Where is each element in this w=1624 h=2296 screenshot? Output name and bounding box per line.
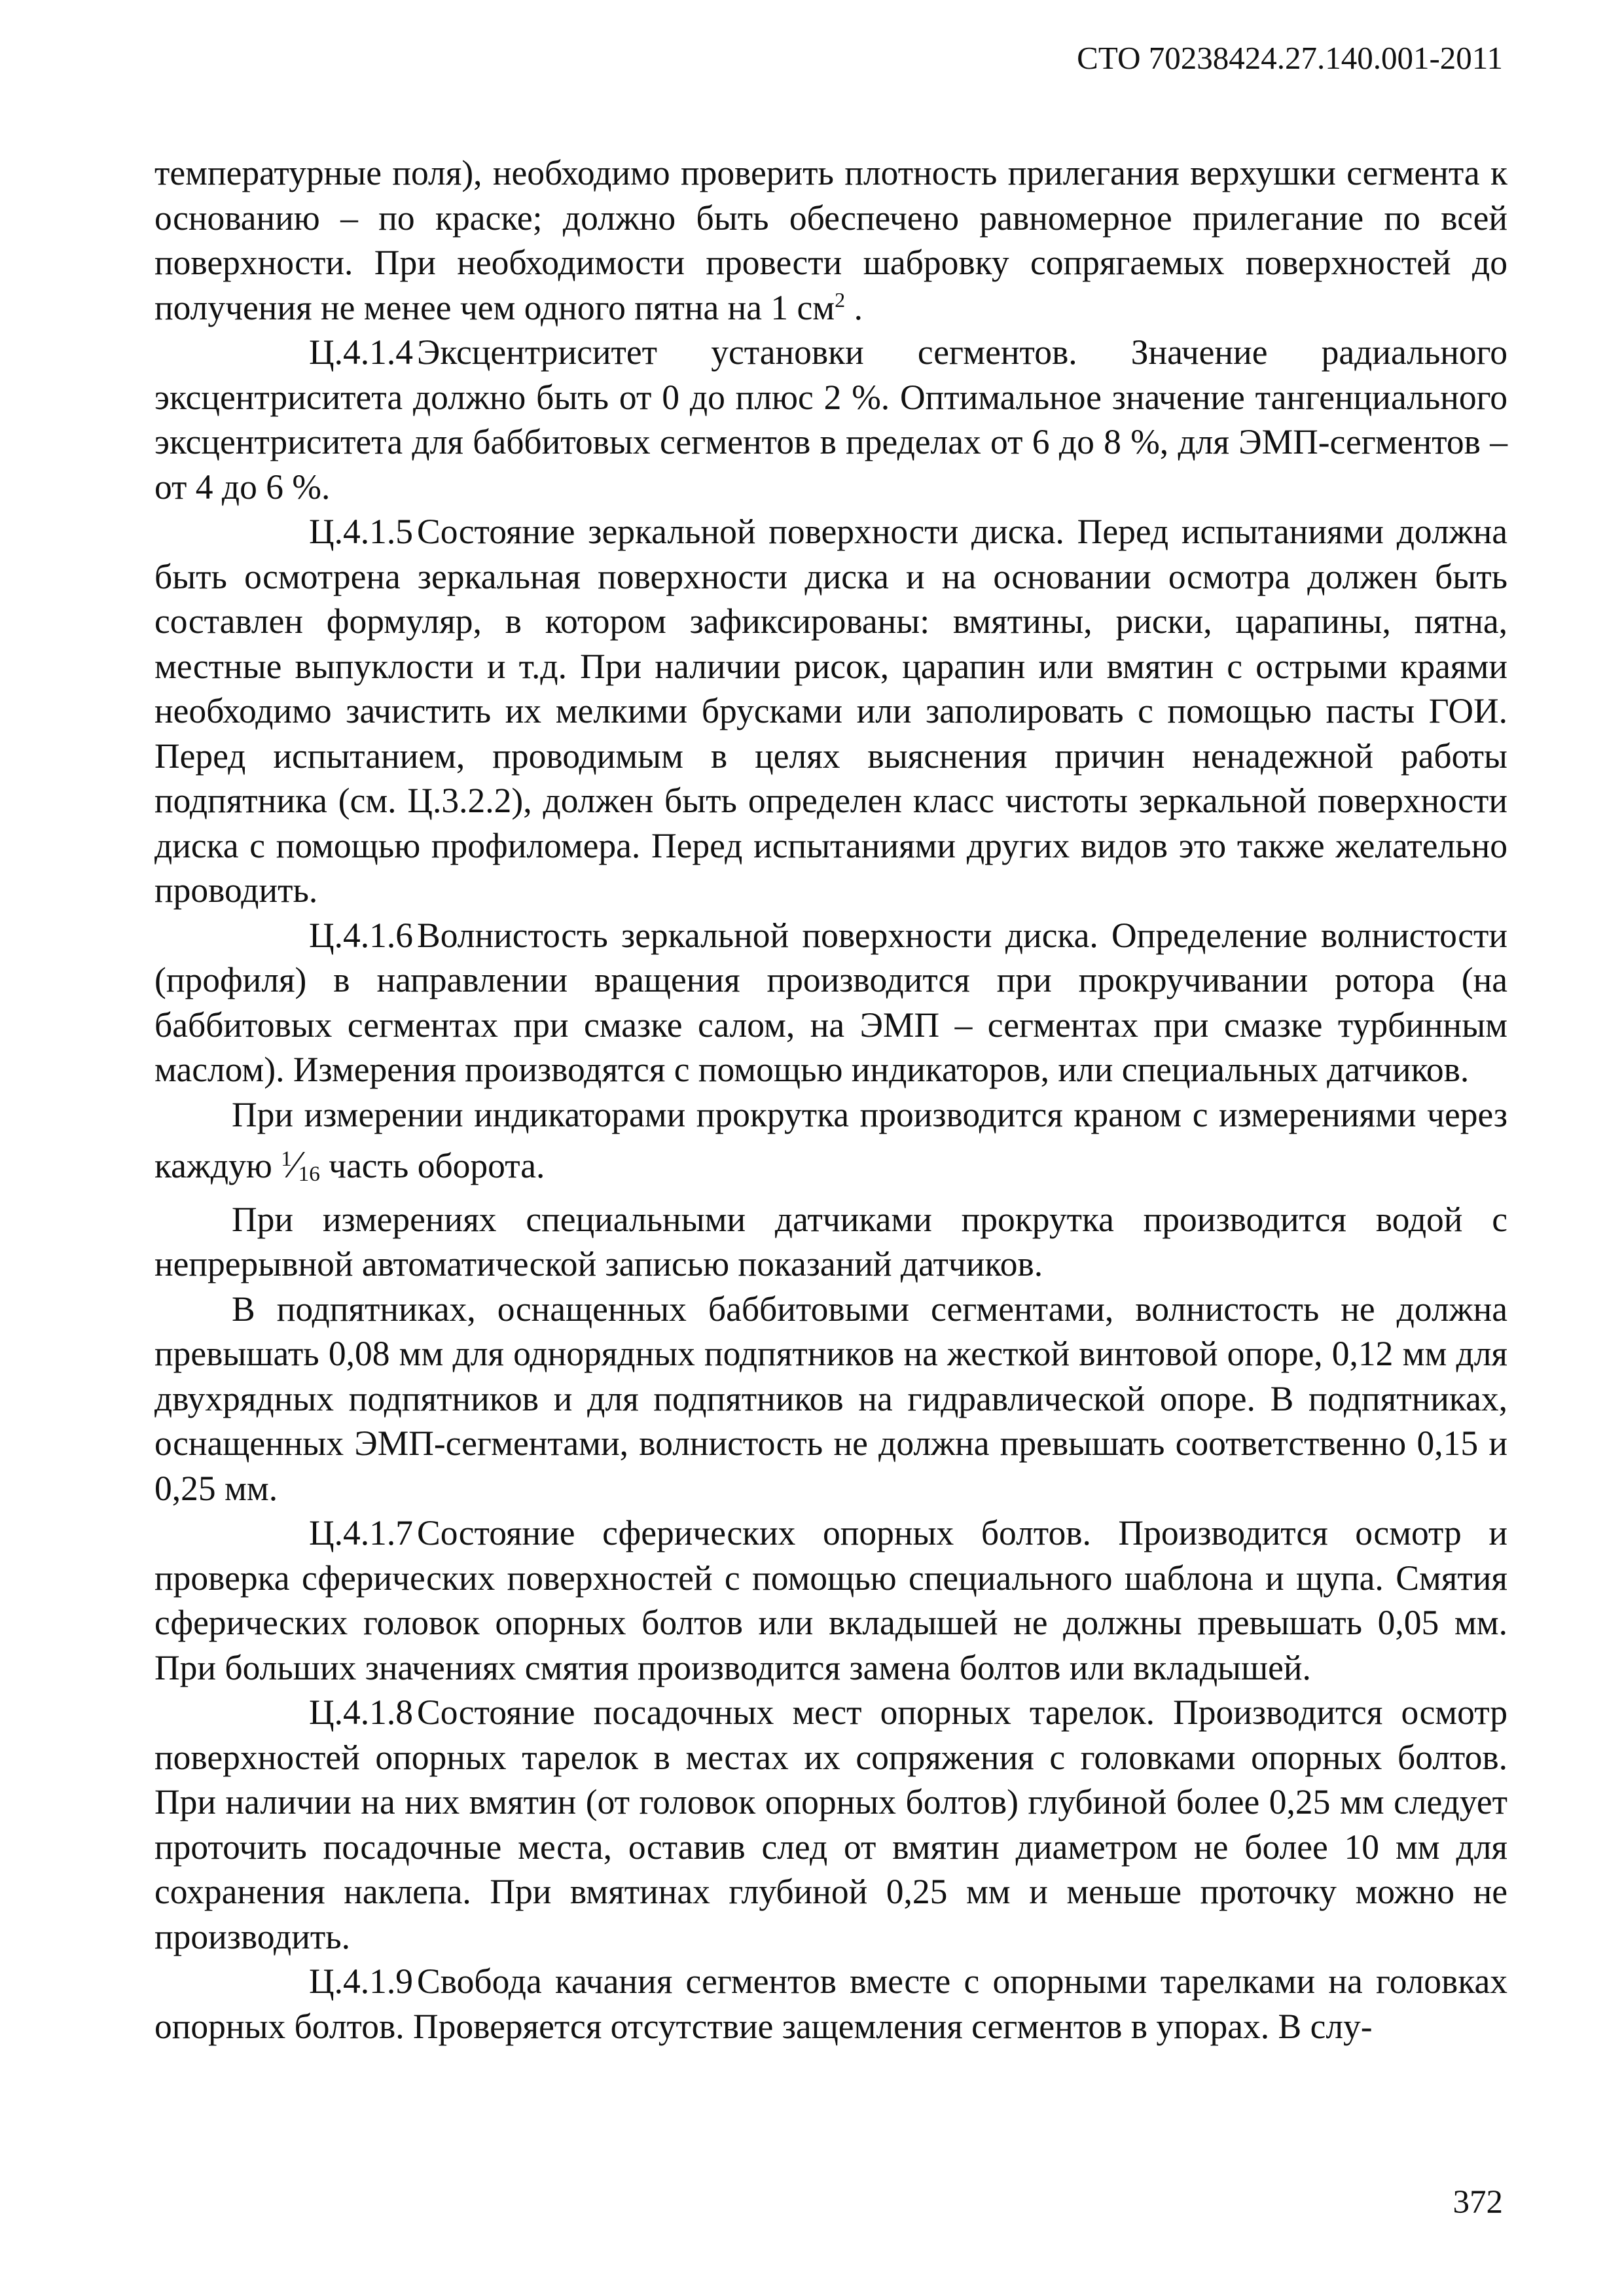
paragraph-text: В подпятниках, оснащенных баббитовыми сегментами, волнистость не должна превышать 0,08 мм для однорядных подпятников на жесткой винтовой опоре, 0,12 мм для двухрядных подпятников и для подпятников на гидравлической опоре. В подпятниках, оснащенных ЭМП-сегментами, волнистость не должна превышать соответственно 0,15 и 0,25 мм. bbox=[154, 1289, 1507, 1508]
fraction-numerator: 1 bbox=[281, 1147, 292, 1171]
paragraph-text: При измерениях специальными датчиками прокрутка производится водой с непрерывной автоматической записью показаний датчиков. bbox=[154, 1199, 1507, 1284]
paragraph-text: При измерении индикаторами прокрутка производится краном с измерениями через каждую bbox=[154, 1094, 1507, 1186]
paragraph-continuation bbox=[154, 151, 1507, 330]
paragraph-text: Состояние зеркальной поверхности диска. Перед испытаниями должна быть осмотрена зеркальная поверхности диска и на основании осмотра должен быть составлен формуляр, в котором зафиксированы: вмятины, риски, царапины, пятна, местные выпуклости и т.д. При наличии рисок, царапин или вмятин с острыми краями необходимо зачистить их мелкими брусками или заполировать с помощью пасты ГОИ. Перед испытанием, проводимым в целях выяснения причин ненадежной работы подпятника (см. Ц.3.2.2), должен быть определен класс чистоты зеркальной поверхности диска с помощью профиломера. Перед испытаниями других видов это также желательно проводить. bbox=[154, 512, 1507, 910]
fraction-denominator: 16 bbox=[298, 1162, 320, 1187]
clause-number: Ц.4.1.9 bbox=[309, 1962, 414, 2001]
paragraph-text: температурные поля), необходимо проверить плотность прилегания верхушки сегмента к основанию – по краске; должно быть обеспечено равномерное прилегание по всей поверхности. При необходимости провести шабровку сопрягаемых поверхностей до получения не менее чем одного пятна на 1 см bbox=[154, 153, 1507, 327]
page-number: 372 bbox=[1453, 2184, 1503, 2221]
clause-paragraph bbox=[154, 913, 1507, 1092]
clause-paragraph bbox=[154, 1690, 1507, 1959]
paragraph-tail: . bbox=[845, 287, 863, 327]
clause-paragraph bbox=[154, 330, 1507, 509]
fraction bbox=[281, 1143, 320, 1187]
clause-number: Ц.4.1.5 bbox=[309, 512, 414, 551]
document-body bbox=[154, 151, 1507, 2049]
clause-paragraph bbox=[154, 1959, 1507, 2049]
paragraph-text: Состояние сферических опорных болтов. Производится осмотр и проверка сферических поверхностей с помощью специального шаблона и щупа. Смятия сферических головок опорных болтов или вкладышей не должны превышать 0,05 мм. При больших значениях смятия производится замена болтов или вкладышей. bbox=[154, 1513, 1507, 1687]
paragraph-text: Волнистость зеркальной поверхности диска. Определение волнистости (профиля) в направлении вращения производится при прокручивании ротора (на баббитовых сегментах при смазке салом, на ЭМП – сегментах при смазке турбинным маслом). Измерения производятся с помощью индикаторов, или специальных датчиков. bbox=[154, 915, 1507, 1089]
document-code-header: СТО 70238424.27.140.001-2011 bbox=[1077, 40, 1503, 76]
fraction-slash: ⁄ bbox=[291, 1143, 298, 1187]
paragraph-text: Состояние посадочных мест опорных тарелок. Производится осмотр поверхностей опорных тарелок в местах их сопряжения с головками опорных болтов. При наличии на них вмятин (от головок опорных болтов) глубиной более 0,25 мм следует проточить посадочные места, оставив след от вмятин диаметром не более 10 мм для сохранения наклепа. При вмятинах глубиной 0,25 мм и меньше проточку можно не производить. bbox=[154, 1693, 1507, 1956]
paragraph-tail: часть оборота. bbox=[319, 1146, 545, 1186]
paragraph bbox=[154, 1197, 1507, 1287]
paragraph bbox=[154, 1287, 1507, 1511]
paragraph bbox=[154, 1092, 1507, 1197]
clause-number: Ц.4.1.6 bbox=[309, 915, 414, 955]
paragraph-text: Свобода качания сегментов вместе с опорными тарелками на головках опорных болтов. Проверяется отсутствие защемления сегментов в упорах. В слу- bbox=[154, 1962, 1507, 2046]
clause-paragraph bbox=[154, 509, 1507, 913]
clause-number: Ц.4.1.8 bbox=[309, 1693, 414, 1732]
clause-number: Ц.4.1.4 bbox=[309, 332, 414, 372]
paragraph-text: Эксцентриситет установки сегментов. Значение радиального эксцентриситета должно быть от 0 до плюс 2 %. Оптимальное значение тангенциального эксцентриситета для баббитовых сегментов в пределах от 6 до 8 %, для ЭМП-сегментов – от 4 до 6 %. bbox=[154, 332, 1507, 507]
clause-paragraph bbox=[154, 1511, 1507, 1690]
clause-number: Ц.4.1.7 bbox=[309, 1513, 414, 1553]
superscript: 2 bbox=[835, 287, 846, 312]
